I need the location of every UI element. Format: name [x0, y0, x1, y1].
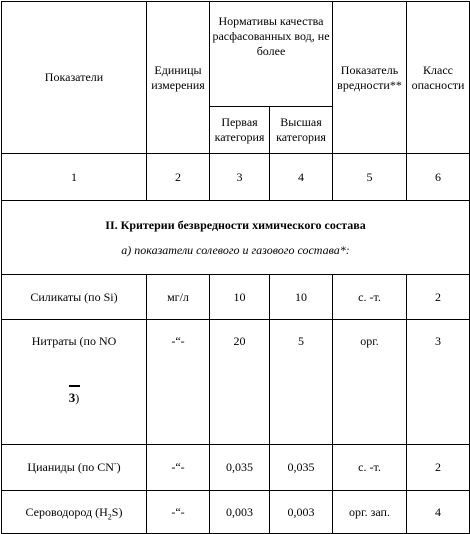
row-unit: -“- — [147, 320, 210, 445]
row-unit: мг/л — [147, 275, 210, 320]
row-harm-indicator: с. -т. — [333, 445, 407, 491]
row-top-category: 0,035 — [270, 445, 333, 491]
row-top-category: 10 — [270, 275, 333, 320]
header-first-category: Первая категория — [210, 107, 270, 154]
row-top-category: 5 — [270, 320, 333, 445]
section-row — [2, 201, 470, 275]
header-indicators: Показатели — [2, 2, 147, 154]
table-row — [2, 445, 470, 491]
row-hazard-class: 2 — [407, 275, 470, 320]
row-harm-indicator: орг. — [333, 320, 407, 445]
column-number: 3 — [210, 154, 270, 201]
row-name: Силикаты (по Si) — [2, 275, 147, 320]
row-unit: -“- — [147, 491, 210, 534]
row-top-category: 0,003 — [270, 491, 333, 534]
row-unit: -“- — [147, 445, 210, 491]
column-number: 6 — [407, 154, 470, 201]
row-name-hydrogen-sulfide: Сероводород $(H_2S)$ — [2, 491, 147, 534]
row-name-cyanides: Цианиды (по CN-) — [2, 445, 147, 491]
formula-subscript: 2 — [107, 511, 112, 521]
row-first-category: 10 — [210, 275, 270, 320]
column-number: 5 — [333, 154, 407, 201]
row-first-category: 20 — [210, 320, 270, 445]
nitrate-ion-index: 3) — [69, 385, 80, 405]
row-hazard-class: 4 — [407, 491, 470, 534]
overbar-mark — [69, 385, 80, 387]
row-first-category: 0,003 — [210, 491, 270, 534]
column-number-row — [2, 154, 470, 201]
row-first-category: 0,035 — [210, 445, 270, 491]
charge-superscript: - — [113, 459, 117, 468]
section-subtitle: а) показатели солевого и газового состава*: — [121, 242, 350, 257]
section-cell — [2, 201, 470, 275]
row-hazard-class: 2 — [407, 445, 470, 491]
row-harm-indicator: с. -т. — [333, 275, 407, 320]
row-name: Нитраты (по NO — [31, 334, 117, 348]
header-norms: Нормативы качества расфасованных вод, не более — [210, 2, 333, 107]
header-hazard-class: Класс опасности — [407, 2, 470, 154]
header-top-category: Высшая категория — [270, 107, 333, 154]
table-row — [2, 275, 470, 320]
column-number: 1 — [2, 154, 147, 201]
section-title: II. Критерии безвредности химического состава — [105, 217, 366, 232]
row-hazard-class: 3 — [407, 320, 470, 445]
water-quality-norms-table — [1, 1, 470, 534]
header-row — [2, 2, 470, 107]
header-harm-indicator: Показатель вредности** — [333, 2, 407, 154]
column-number: 4 — [270, 154, 333, 201]
table-row — [2, 320, 470, 445]
row-name-nitrates — [2, 320, 147, 445]
table-row — [2, 491, 470, 534]
row-harm-indicator: орг. зап. — [333, 491, 407, 534]
column-number: 2 — [147, 154, 210, 201]
header-units: Единицы измерения — [147, 2, 210, 154]
